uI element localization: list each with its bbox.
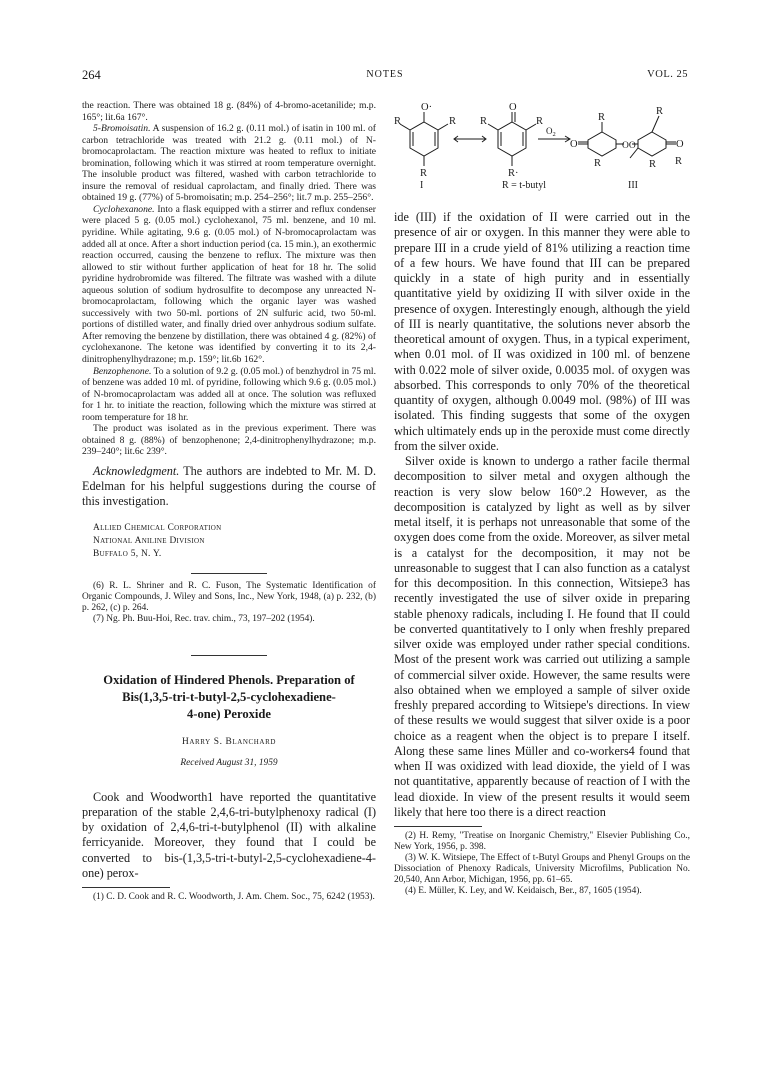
received-date: Received August 31, 1959 xyxy=(180,757,278,768)
atom-r: R xyxy=(649,159,657,170)
atom-r: R· xyxy=(508,168,519,179)
footnote-6: (6) R. L. Shriner and R. C. Fuson, The Systematic Identification of Organic Compounds, J. Wiley and Sons, Inc., New York, 1948, (a) p. 232, (b) p. 262, (c) p. 264. xyxy=(82,580,376,613)
atom-r: R xyxy=(594,158,602,169)
volume-label: VOL. 25 xyxy=(647,69,688,80)
atom-r: R xyxy=(598,112,606,123)
footnote-1: (1) C. D. Cook and R. C. Woodworth, J. Am. Chem. Soc., 75, 6242 (1953). xyxy=(93,892,375,903)
paragraph: Silver oxide is known to undergo a rather facile thermal decomposition to silver metal and oxygen although the reaction is very slow below 160°.2 However, as the decomposition is catalyzed by light as well as by silver metal itself, it is perhaps not unreasonable that some of the oxygen does come from the oxide. Moreover, as silver metal is a catalyst for the decomposition, it may not be unreasonable to suggest that I can also function as a catalyst for this decomposition. In this connection, Witsiepe3 has recently investigated the use of silver oxide in preparing stable phenoxy radicals, including I. He found that II could be converted quantitatively to I only when freshly prepared silver oxide was employed under rather special conditions. Most of the present work was carried out utilizing a sample of commercial silver oxide. However, the same results were also obtained when we employed a sample of silver oxide freshly prepared according to Witsiepe's directions. In view of these results we would suggest that silver oxide is a poor choice as a reagent when the object is to prepare I itself. Along these same lines Müller and co-workers4 found that when II was oxidized with lead dioxide, the yield of I was not quantitative, apparently because of reaction of I with the lead dioxide. In view of the present results it would seem likely that here too there is a direct reaction xyxy=(394,454,690,819)
compound-label-iii: III xyxy=(628,180,638,191)
affil-line: Buffalo 5, N. Y. xyxy=(93,548,162,559)
atom-r: R xyxy=(420,168,428,179)
footnote-7: (7) Ng. Ph. Buu-Hoi, Rec. trav. chim., 73, 197–202 (1954). xyxy=(93,613,315,624)
footnotes-right xyxy=(394,831,690,897)
footnotes-intro xyxy=(82,892,376,903)
section-title: NOTES xyxy=(366,69,404,80)
affiliation xyxy=(82,522,376,561)
affil-line: Allied Chemical Corporation xyxy=(93,522,222,533)
atom-r: R xyxy=(656,106,664,117)
atom-o: O xyxy=(509,102,517,113)
article-divider xyxy=(191,655,267,656)
paragraph: ide (III) if the oxidation of II were carried out in the presence of air or oxygen. In this manner they were able to prepare III in a crude yield of 81% utilizing a reaction time of a few hours. We have found that III can be prepared quickly in a state of high purity and in essentially quantitative yield by oxidizing II with silver oxide in the presence of oxygen. Interestingly enough, although the yield of III is nearly quantitative, the solutions never absorb the theoretical amount of oxygen. Thus, in a typical experiment, when 0.01 mol. of II was oxidized in 100 ml. of benzene with 0.022 mole of silver oxide, 0.0035 mol. of oxygen was absorbed. This corresponds to only 70% of the theoretical quantity of oxygen, although 0.0049 mol. (98%) of III was isolated. This finding suggests that some of the oxygen which ultimately ends up in the peroxide must come directly from the silver oxide. xyxy=(394,210,690,453)
atom-o: O xyxy=(570,139,578,150)
footnotes-left xyxy=(82,581,376,625)
footnote-rule xyxy=(394,826,482,827)
ack-title: Acknowledgment. xyxy=(93,463,180,478)
atom-r: R xyxy=(675,156,683,167)
para-title: Benzophenone. xyxy=(93,365,152,377)
article-author: Harry S. Blanchard xyxy=(181,736,277,747)
running-header xyxy=(82,68,688,84)
para-bromoisatin: 5-Bromoisatin. A suspension of 16.2 g. (0.11 mol.) of isatin in 100 ml. of carbon tetrachloride was treated with 21.2 g. (0.11 mol.) of N-bromocaprolactam. The reaction mixture was heated to reflux to initiate bromination, following which it was stirred at room temperature overnight. The insoluble product was filtered, washed with carbon tetrachloride to insure the removal of residual caprolactam, and finally dried. There was obtained 19 g. (77%) of 5-bromoisatin; m.p. 254–256°; lit.7 m.p. 255–256°. xyxy=(82,123,376,204)
para-product: The product was isolated as in the previous experiment. There was obtained 8 g. (88%) of benzophenone; 2,4-dinitrophenylhydrazone; m.p. 239–240°; lit.6c 239°. xyxy=(82,423,376,458)
para-title: Cyclohexanone. xyxy=(93,203,155,215)
acknowledgment: Acknowledgment. The authors are indebted to Mr. M. D. Edelman for his helpful suggestions during the course of this investigation. xyxy=(82,463,376,509)
atom-r: R xyxy=(536,116,544,127)
left-column xyxy=(82,100,376,903)
footnote-rule xyxy=(82,887,170,888)
article-title: Oxidation of Hindered Phenols. Preparation of Bis(1,3,5-tri-t-butyl-2,5-cyclohexadiene- 4-one) Peroxide xyxy=(103,672,355,721)
footnote-4: (4) E. Müller, K. Ley, and W. Keidaisch, Ber., 87, 1605 (1954). xyxy=(405,886,642,896)
right-column xyxy=(394,100,690,897)
compound-label-i: I xyxy=(420,180,424,191)
para-benzophenone: Benzophenone. To a solution of 9.2 g. (0.05 mol.) of benzhydrol in 75 ml. of benzene was added 10 ml. of pyridine, following which 9.6 g. (0.05 mol.) of N-bromocaprolactam was added all at once. The solution was refluxed for 1 hr. to initiate the reaction, following which the mixture was stirred at room temperature for 18 hr. xyxy=(82,365,376,423)
page-number: 264 xyxy=(82,68,101,82)
discussion-text xyxy=(394,210,690,820)
para-title: 5-Bromoisatin. xyxy=(93,123,151,135)
experimental-section xyxy=(82,100,376,458)
atom-oo: OO xyxy=(622,141,636,151)
atom-o: O· xyxy=(421,102,433,113)
r-definition: R = t-butyl xyxy=(502,180,546,191)
para-bromoacetanilide: the reaction. There was obtained 18 g. (84%) of 4-bromo-acetanilide; m.p. 165°; lit.6a 167°. xyxy=(82,100,376,123)
atom-r: R xyxy=(394,116,402,127)
para-cyclohexanone: Cyclohexanone. Into a flask equipped with a stirrer and reflux condenser were placed 5 g. (0.05 mol.) cyclohexanol, 75 ml. benzene, and 10 ml. pyridine. While agitating, 9.6 g. (0.05 mol.) of N-bromocaprolactam was added all at once. After a short induction period (ca. 15 min.), an exothermic reaction occurred, causing the benzene to reflux. The mixture was then allowed to stir without further application of heat for 18 hr. The solid pyridine hydrobromide was filtered. The filtrate was washed with a dilute aqueous solution of sodium hydrosulfite to decompose any unreacted N-bromocaprolactam, following which the organic layer was washed successively with two 50-ml. portions of 2N sulfuric acid, two 50-ml. portions of distilled water, and finally dried over anhydrous sodium sulfate. After removing the benzene by distillation, there was obtained 4 g. (82%) of cyclohexanone. The ketone was identified by converting it to its 2,4-dinitrophenylhydrazone; m.p. 159°; lit.6b 162°. xyxy=(82,203,376,366)
atom-r: R xyxy=(480,116,488,127)
atom-r: R xyxy=(449,116,457,127)
footnote-3: (3) W. K. Witsiepe, The Effect of t-Butyl Groups and Phenyl Groups on the Dissociation of Phenoxy Radicals, University Microfilms, Publication No. 20,540, Ann Arbor, Michigan, 1956, pp. 61–65. xyxy=(394,853,690,885)
intro-text: Cook and Woodworth1 have reported the quantitative preparation of the stable 2,4,6-tri-butylphenoxy radical (I) by oxidation of 2,4,6-tri-t-butylphenol (II) with alkaline ferricyanide. Moreover, they found that I could be converted to bis-(1,3,5-tri-t-butyl-2,5-cyclohexadiene-4-one) perox- xyxy=(82,789,376,880)
affil-line: National Aniline Division xyxy=(93,535,205,546)
atom-o: O xyxy=(676,139,684,150)
footnote-2: (2) H. Remy, "Treatise on Inorganic Chemistry," Elsevier Publishing Co., New York, 1956, p. 398. xyxy=(394,831,690,852)
reagent-o2: $O_2$ xyxy=(546,126,556,138)
divider xyxy=(191,573,267,574)
